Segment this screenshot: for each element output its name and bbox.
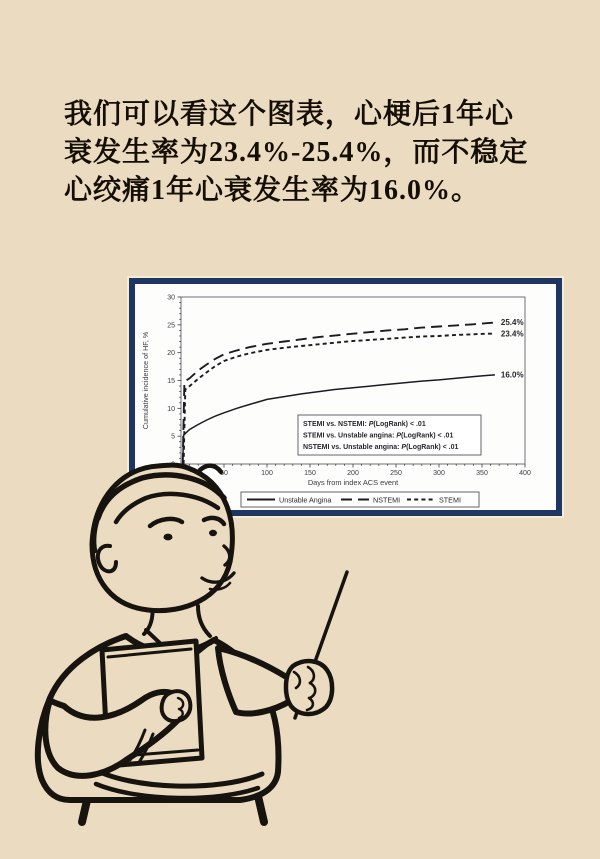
- end-label-25.4%: 25.4%: [500, 318, 524, 328]
- pointing-hand: [286, 661, 332, 714]
- head: [92, 465, 234, 610]
- svg-text:STEMI vs. NSTEMI: P(LogRank) <: STEMI vs. NSTEMI: P(LogRank) < .01: [303, 421, 426, 428]
- caption-line-1: 我们可以看这个图表，心梗后1年心: [64, 99, 515, 130]
- svg-text:250: 250: [390, 470, 402, 477]
- svg-text:Unstable Angina: Unstable Angina: [279, 495, 332, 505]
- caption-line-3: 心绞痛1年心衰发生率为16.0%。: [64, 175, 481, 206]
- svg-text:NSTEMI: NSTEMI: [373, 495, 401, 505]
- svg-text:STEMI vs. Unstable angina: P(L: STEMI vs. Unstable angina: P(LogRank) < .01: [303, 432, 454, 440]
- x-axis-label: Days from index ACS event: [307, 478, 399, 487]
- svg-text:50: 50: [220, 470, 228, 477]
- svg-text:200: 200: [347, 470, 359, 477]
- caption-text: [64, 96, 550, 210]
- svg-text:10: 10: [167, 405, 175, 413]
- svg-text:NSTEMI vs. Unstable angina: P(: NSTEMI vs. Unstable angina: P(LogRank) < .01: [303, 444, 459, 451]
- svg-text:350: 350: [476, 470, 488, 477]
- svg-text:20: 20: [167, 350, 175, 358]
- svg-text:5: 5: [171, 433, 175, 441]
- svg-text:15: 15: [167, 378, 175, 385]
- svg-text:25: 25: [167, 322, 175, 330]
- end-label-23.4%: 23.4%: [500, 329, 524, 339]
- svg-text:30: 30: [167, 294, 175, 302]
- teacher-illustration: [0, 455, 400, 859]
- svg-text:STEMI: STEMI: [439, 495, 461, 505]
- caption-line-2: 衰发生率为23.4%-25.4%，而不稳定: [64, 137, 529, 168]
- svg-text:150: 150: [304, 470, 316, 477]
- y-axis-label: Cumulative incidence of HF, %: [141, 331, 150, 430]
- svg-text:300: 300: [433, 470, 445, 477]
- holding-hand: [162, 691, 191, 721]
- svg-text:400: 400: [519, 470, 531, 477]
- end-label-16.0%: 16.0%: [500, 370, 524, 380]
- pvalue-annotation-box: [298, 415, 481, 455]
- svg-text:100: 100: [261, 470, 273, 477]
